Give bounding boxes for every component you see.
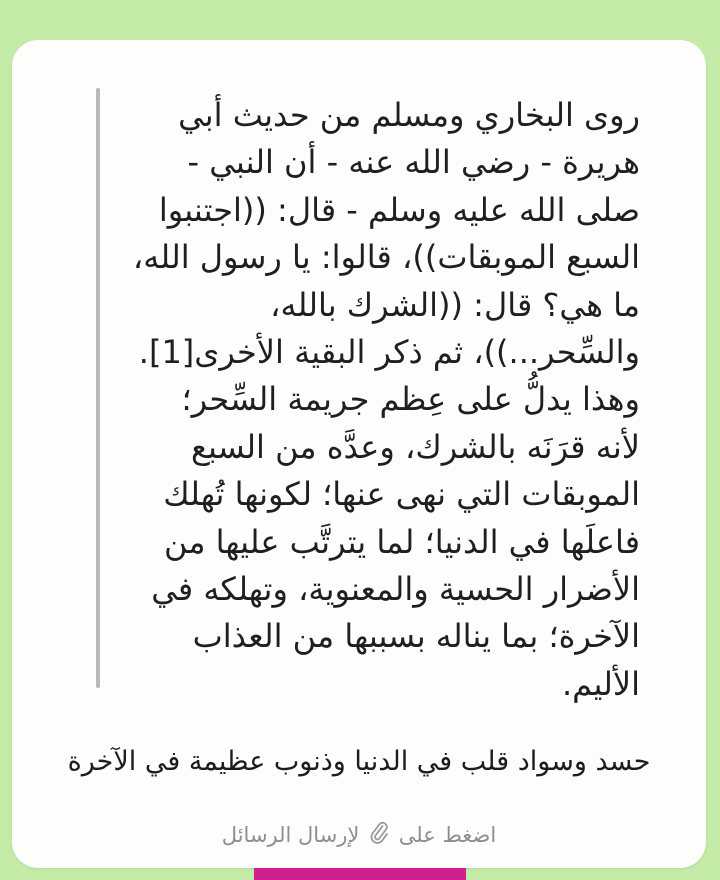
send-hint xyxy=(132,820,586,852)
paperclip-icon[interactable] xyxy=(370,820,388,852)
quote-line: الأليم. xyxy=(561,664,640,703)
message-card xyxy=(12,40,706,868)
quote-line: هريرة - رضي الله عنه - أن النبي - xyxy=(187,143,640,182)
hint-text-after: لإرسال الرسائل xyxy=(221,823,360,847)
quote-line: والسِّحر...))، ثم ذكر البقية الأخرى[1]. xyxy=(138,333,640,372)
quote-line: الموبقات التي نهى عنها؛ لكونها تُهلك xyxy=(163,475,640,514)
quote-line: السبع الموبقات))، قالوا: يا رسول الله، xyxy=(132,238,640,277)
bottom-tab-indicator[interactable] xyxy=(254,868,466,880)
quote-line: صلى الله عليه وسلم - قال: ((اجتنبوا xyxy=(158,190,640,229)
quote-text xyxy=(120,92,640,708)
message-caption: حسد وسواد قلب في الدنيا وذنوب عظيمة في الآخرة xyxy=(67,746,651,777)
hint-text-before: اضغط على xyxy=(398,823,497,847)
quote-line: روى البخاري ومسلم من حديث أبي xyxy=(178,96,640,134)
quote-line: الأضرار الحسية والمعنوية، وتهلكه في xyxy=(151,570,640,609)
quote-line: ما هي؟ قال: ((الشرك بالله، xyxy=(270,285,640,324)
quote-line: وهذا يدلُّ على عِظم جريمة السِّحر؛ xyxy=(181,380,640,419)
quote-bar xyxy=(96,88,100,688)
quote-line: فاعلَها في الدنيا؛ لما يترتَّب عليها من xyxy=(163,522,640,561)
quote-line: لأنه قرَنَه بالشرك، وعدَّه من السبع xyxy=(191,427,640,466)
quote-line: الآخرة؛ بما يناله بسببها من العذاب xyxy=(192,617,640,656)
